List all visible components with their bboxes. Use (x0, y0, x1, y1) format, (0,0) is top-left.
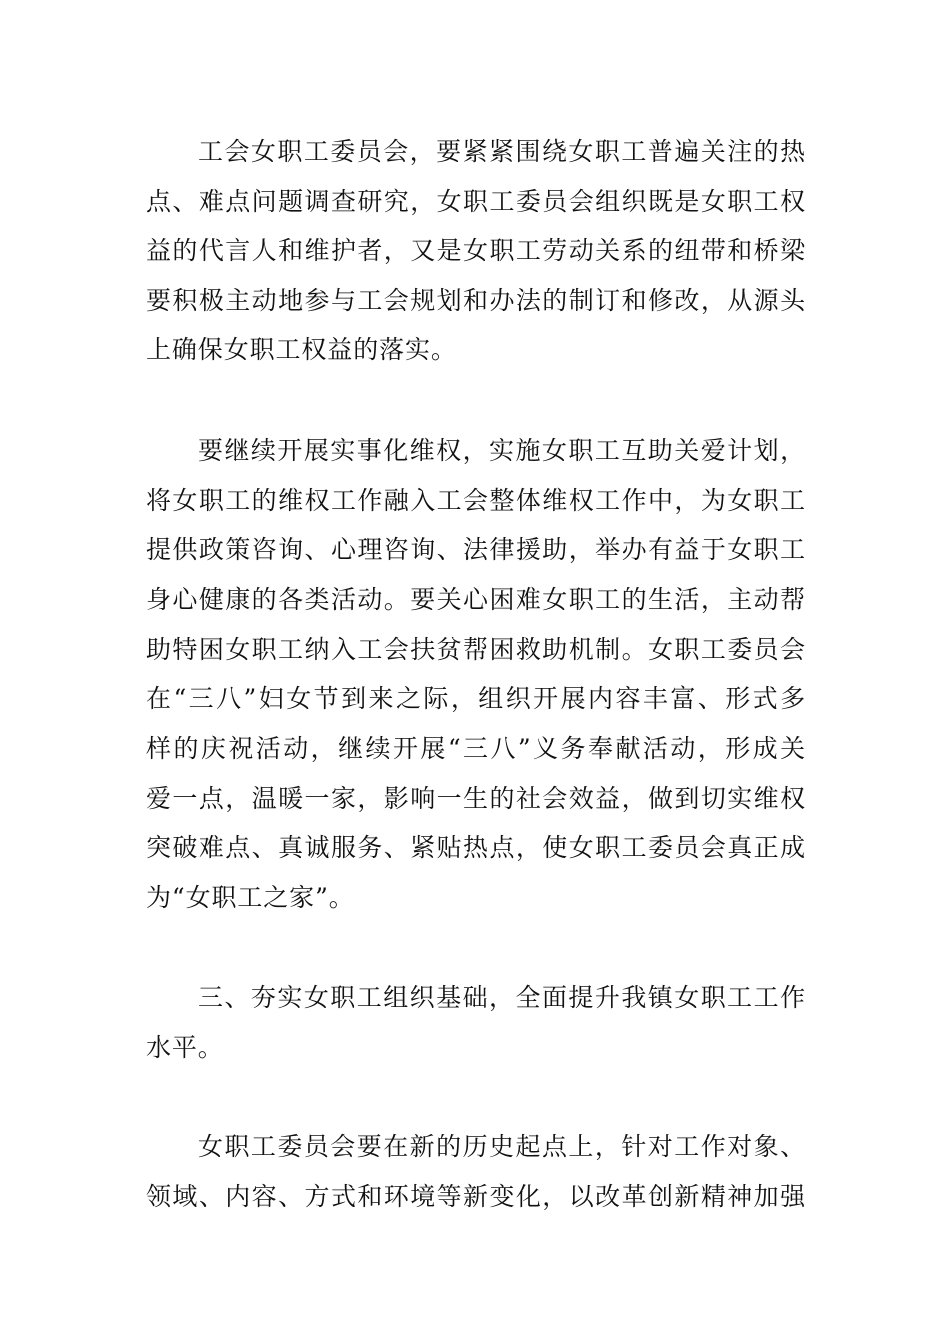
text-line: 在“三八”妇女节到来之际，组织开展内容丰富、形式多 (146, 684, 806, 713)
text-line: 益的代言人和维护者，又是女职工劳动关系的纽带和桥梁 (146, 236, 806, 265)
text-line: 领域、内容、方式和环境等新变化，以改革创新精神加强 (146, 1182, 806, 1211)
text-line: 身心健康的各类活动。要关心困难女职工的生活，主动帮 (146, 585, 806, 614)
text-line: 点、难点问题调查研究，女职工委员会组织既是女职工权 (146, 187, 806, 216)
text-line: 突破难点、真诚服务、紧贴热点，使女职工委员会真正成 (146, 833, 806, 862)
text-line: 三、夯实女职工组织基础，全面提升我镇女职工工作 (198, 983, 806, 1012)
text-line: 女职工委员会要在新的历史起点上，针对工作对象、 (198, 1132, 806, 1161)
text-line: 爱一点，温暖一家，影响一生的社会效益，做到切实维权 (146, 784, 806, 813)
text-line: 将女职工的维权工作融入工会整体维权工作中，为女职工 (146, 486, 806, 515)
text-line: 要继续开展实事化维权，实施女职工互助关爱计划， (198, 436, 806, 465)
text-line: 要积极主动地参与工会规划和办法的制订和修改，从源头 (146, 286, 806, 315)
text-line: 为“女职工之家”。 (146, 883, 355, 912)
text-line: 提供政策咨询、心理咨询、法律援助，举办有益于女职工 (146, 535, 806, 564)
text-line: 工会女职工委员会，要紧紧围绕女职工普遍关注的热 (198, 137, 806, 166)
text-line: 水平。 (146, 1033, 224, 1062)
text-line: 助特困女职工纳入工会扶贫帮困救助机制。女职工委员会 (146, 635, 806, 664)
text-line: 上确保女职工权益的落实。 (146, 335, 457, 364)
text-line: 样的庆祝活动，继续开展“三八”义务奉献活动，形成关 (146, 734, 806, 763)
